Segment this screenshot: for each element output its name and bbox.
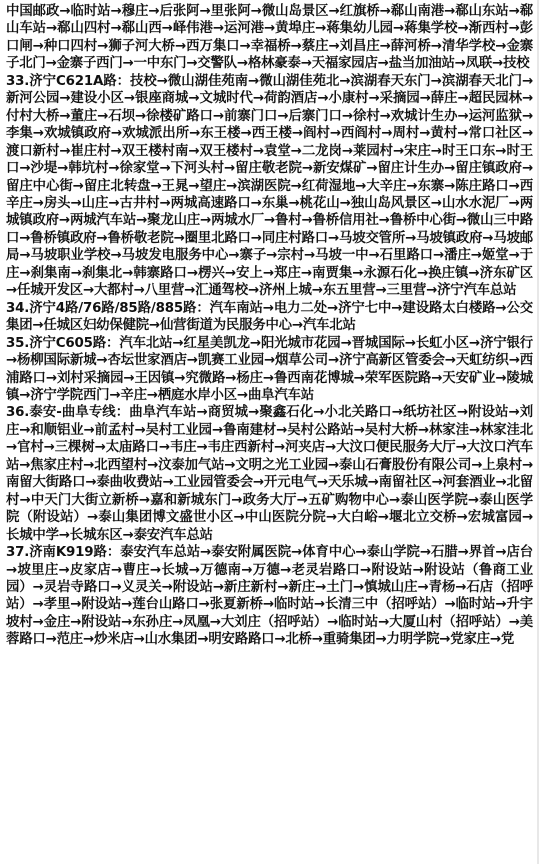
route-stops-text: 中国邮政→临时站→穆庄→后张阿→里张阿→微山岛景区→红旗桥→郗山南港→郗山东站→郗山车站→郗山四村→郗山西→峄伟港→运河港→黄埠庄→蒋集幼儿园→蒋集学校→渐西村→彭口闸→种口四村→狮子河大桥→西万集口→幸福桥→蔡庄→刘昌庄→薛河桥→清华学校→金寨子北门→金寨子西门→一中东门→交警队→格林豪泰→天福家园店→盐当加油站→凤联→技校 [6,4,533,72]
route-title: 34.济宁4路/76路/85路/885路： [6,300,210,316]
route-paragraph-37 [6,544,533,649]
route-paragraph-33 [6,73,533,300]
route-paragraph-34 [6,300,533,335]
route-listing-page [6,3,533,861]
route-title: 33.济宁C621A路： [6,73,131,89]
route-stops-text: 技校→微山湖佳苑南→微山湖佳苑北→滨湖春天东门→滨湖春天北门→新河公园→建设小区→银座商城→文城时代→荷韵酒店→小康村→采摘园→薛庄→超民园林→付村大桥→董庄→石坝→徐楼矿路口→前寨门口→后寨门口→徐村→欢城计生办→运河监狱→李集→欢城镇政府→欢城派出所→东王楼→西王楼→阎村→西阎村→周村→黄村→常口社区→渡口新村→崔庄村→双王楼村南→双王楼村→袁堂→二龙岗→莱园村→宋庄→时王口东→时王口→沙堤→韩坑村→徐家堂→下河头村→留庄敬老院→新安煤矿→留庄计生办→留庄镇政府→留庄中心街→留庄北转盘→王晁→望庄→滨湖医院→红荷湿地→大辛庄→东寨→陈庄路口→西辛庄→房头→山庄→古井村→两城高速路口→东巢→桃花山→独山岛风景区→山水水泥厂→两城镇政府→两城汽车站→聚龙山庄→两城水厂→鲁村→鲁桥信用社→鲁桥中心街→微山三中路口→鲁桥镇政府→鲁桥敬老院→圈里北路口→同庄村路口→马坡交管所→马坡镇政府→马坡邮局→马坡职业学校→马坡发电服务中心→寨子→宗村→马坡一中→石里路口→潘庄→姬堂→于庄→刹集南→刹集北→韩寨路口→楞兴→安上→郑庄→南贾集→永源石化→换庄镇→济东矿区→任城开发区→大都村→八里营→汇通驾校→济州上城→东五里营→三里营→济宁汽车总站 [6,73,533,299]
route-stops-text: 汽车北站→红星美凯龙→阳光城市花园→晋城国际→长虹小区→济宁银行→杨柳国际新城→杏坛世家酒店→凯赛工业园→烟草公司→济宁高新区管委会→天虹纺织→西浦路口→刘村采摘园→王因镇→究微路→杨庄→鲁西南花博城→荣军医院路→天安矿业→陵城镇→济宁学院西门→辛庄→栖庭水岸小区→曲阜汽车站 [6,335,533,403]
route-paragraph-1 [6,3,533,73]
route-stops-text: 汽车南站→电力二处→济宁七中→建设路太白楼路→公交集团→任城区妇幼保健院→仙营街道为民服务中心→汽车北站 [6,300,533,334]
route-paragraph-35 [6,335,533,405]
route-stops-text: 曲阜汽车站→商贸城→聚鑫石化→小北关路口→纸坊社区→附设站→刘庄→和顺铝业→前孟村→吴村工业园→鲁南建材→吴村公路站→吴村大桥→林家洼→林家洼北→官村→三棵树→太庙路口→韦庄→韦庄西新村→河夹店→大汶口便民服务大厅→大汶口汽车站→焦家庄村→北西望村→汶泰加气站→文明之光工业园→泰山石膏股份有限公司→上泉村→南留大街路口→泰曲收费站→工业园管委会→开元电气→天乐城→南留社区→河套酒业→北留村→中天门大街立新桥→嘉和新城东门→政务大厅→五矿购物中心→泰山医学院→泰山医学院（附设站）→泰山集团博文盛世小区→中山医院分院→大白峪→堰北立交桥→宏城富园→长城中学→长城东区→泰安汽车总站 [6,405,533,543]
route-paragraph-36 [6,404,533,544]
route-stops-text: 泰安汽车总站→泰安附属医院→体育中心→泰山学院→石腊→界首→店台→坡里庄→皮家店→曹庄→长城→万德南→万德→老灵岩路口→附设站→附设站（鲁商工业园）→灵岩寺路口→义灵关→附设站→新庄新村→新庄→土门→慎城山庄→青杨→石店（招呼站）→孝里→附设站→莲台山路口→张夏新桥→临时站→长清三中（招呼站）→临时站→升宇坡村→金庄→附设站→东孙庄→凤凰→大刘庄（招呼站）→临时站→大厦山村（招呼站）→美蓉路口→范庄→炒米店→山水集团→明安路路口→北桥→重骑集团→力明学院→党家庄→党 [6,545,534,648]
route-title: 35.济宁C605路： [6,335,120,351]
route-title: 36.泰安-曲阜专线： [6,405,130,421]
route-title: 37.济南K919路： [6,545,121,561]
